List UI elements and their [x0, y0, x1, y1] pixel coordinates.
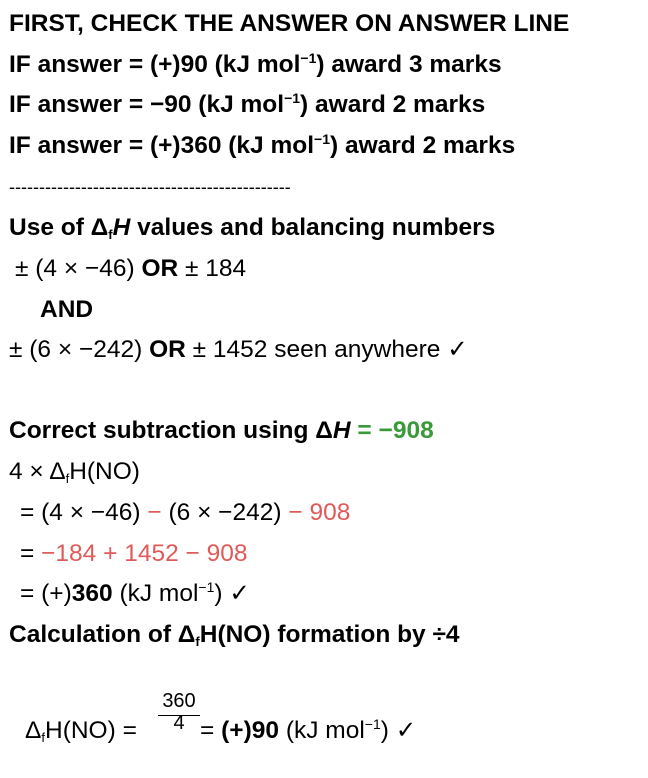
- subtraction-result: = (+)360 (kJ mol$^{-1}$) ✓: [20, 579, 250, 607]
- calculation-heading: Calculation of $\Delta_fH(NO)$ formation by ÷4: [9, 621, 460, 649]
- check-answer-heading: FIRST, CHECK THE ANSWER ON ANSWER LINE: [9, 10, 570, 37]
- and-label: AND: [40, 296, 94, 323]
- final-result: = (+)90 (kJ mol$^{-1}$) ✓: [200, 716, 417, 744]
- balancing-line-2: ± (6 × −242) OR ± 1452 seen anywhere ✓: [9, 336, 468, 363]
- divider: -----------------------------------------------: [9, 177, 291, 197]
- final-formula-left: $\Delta_fH(NO)$ =: [25, 717, 137, 745]
- answer-rule-360: IF answer = (+)360 (kJ mol$^{-1}$) award 2 marks: [9, 131, 516, 159]
- fraction-denominator: 4: [173, 712, 185, 734]
- fraction: [158, 690, 200, 735]
- answer-rule-90: IF answer = (+)90 (kJ mol$^{-1}$) award 3 marks: [9, 50, 502, 78]
- answer-rule-minus-90: IF answer = −90 (kJ mol$^{-1}$) award 2 marks: [9, 90, 486, 118]
- balancing-line-1: ± (4 × −46) OR ± 184: [15, 255, 247, 282]
- fraction-numerator: 360: [162, 690, 196, 712]
- formation-term: $4 \times \Delta_fH(NO)$: [9, 458, 140, 486]
- use-of-values-heading: Use of $\Delta_fH$ values and balancing numbers: [9, 214, 496, 242]
- subtraction-step-2: = −184 + 1452 − 908: [20, 540, 248, 567]
- correct-subtraction-heading: Correct subtraction using ΔH = −908: [9, 417, 434, 444]
- subtraction-step-1: = (4 × −46) − (6 × −242) − 908: [20, 499, 351, 526]
